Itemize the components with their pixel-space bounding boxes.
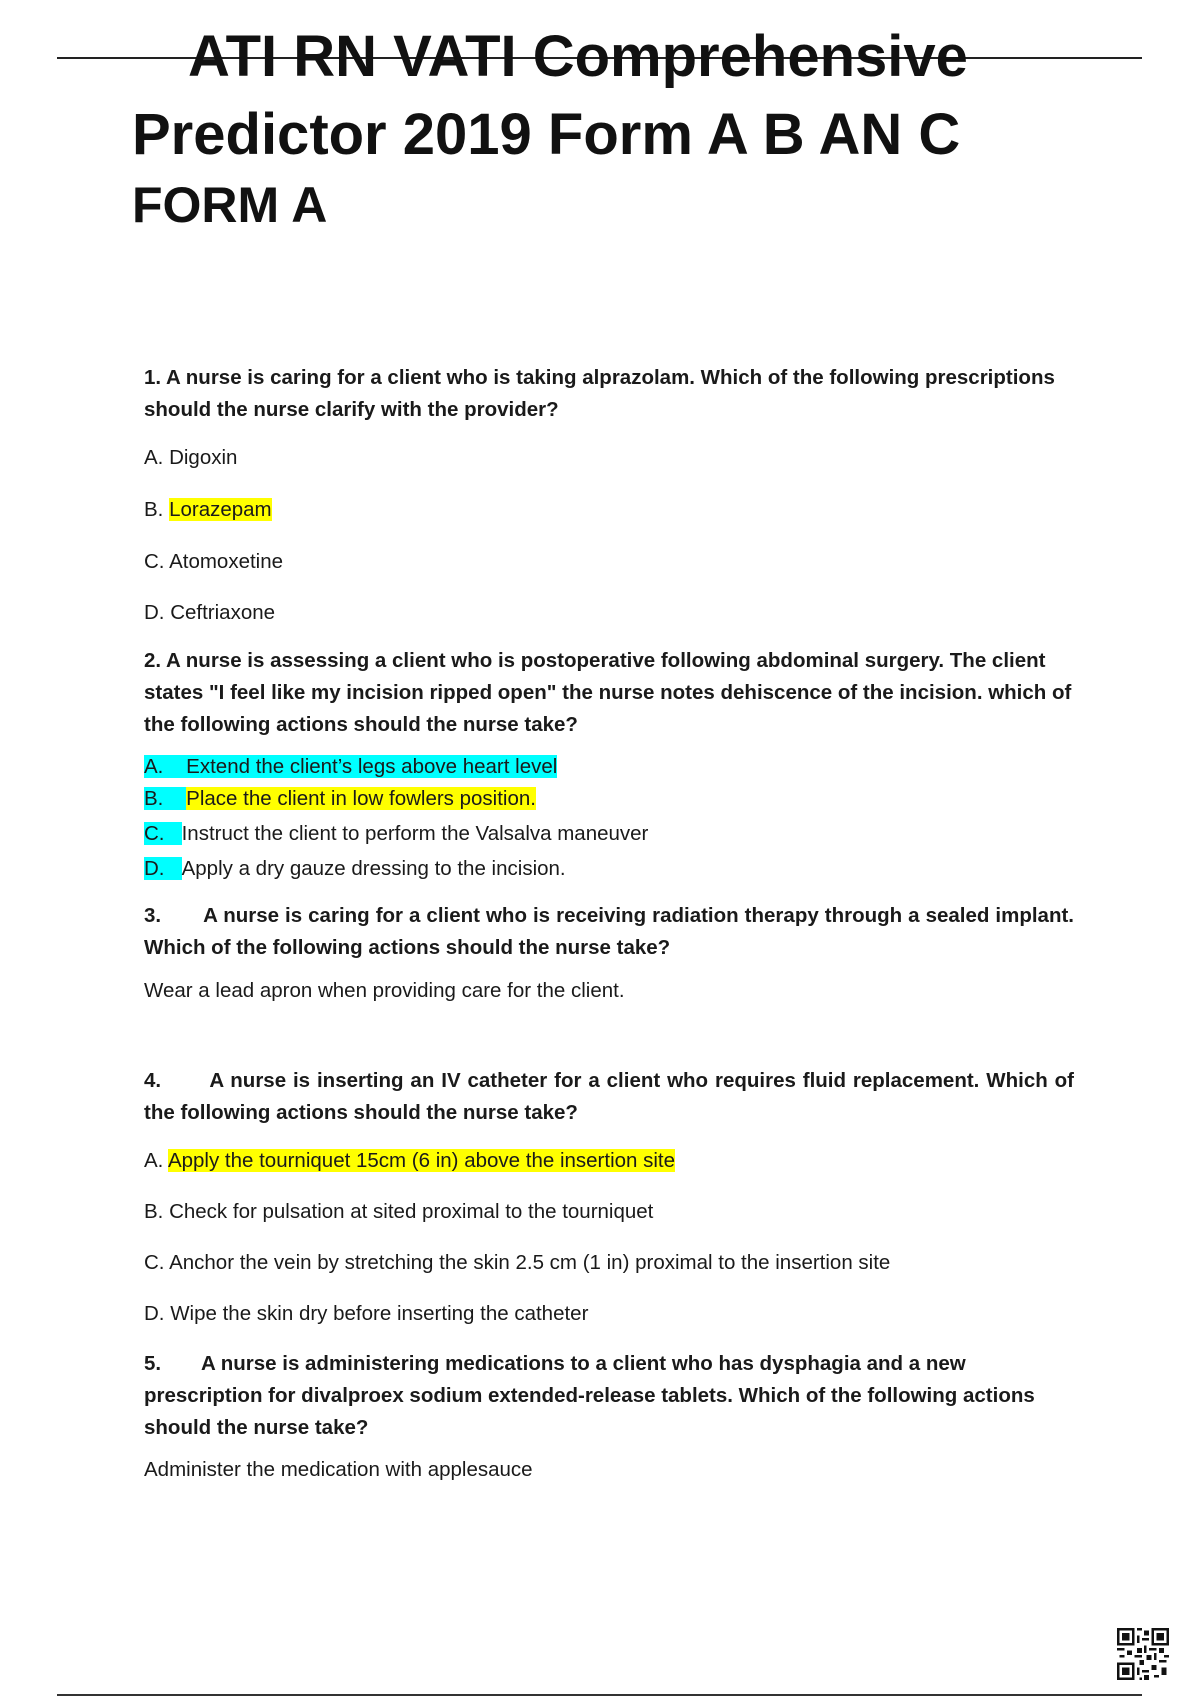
option-text: Apply a dry gauze dressing to the incision. xyxy=(181,857,566,880)
title-line-2: Predictor 2019 Form A B AN C xyxy=(132,102,961,167)
question-1-option-a xyxy=(144,444,1074,472)
option-prefix: A. xyxy=(144,446,170,469)
option-prefix: C. xyxy=(144,550,170,573)
question-5-stem xyxy=(144,1348,1074,1444)
option-prefix: D. xyxy=(144,601,171,624)
option-prefix: D. xyxy=(144,1302,171,1325)
question-3-stem xyxy=(144,900,1074,964)
question-number: 3. xyxy=(144,904,162,927)
title-line-1: ATI RN VATI Comprehensive xyxy=(188,24,968,89)
option-prefix: A. xyxy=(144,755,186,778)
question-1-option-c xyxy=(144,548,1074,576)
document-title xyxy=(132,18,1092,174)
question-1-option-b xyxy=(144,496,1074,524)
option-prefix: B. xyxy=(144,498,170,521)
question-text: A nurse is administering medications to a client who has dysphagia and a new prescription for divalproex sodium extended-release tablets. Which of the following actions should the nurse take? xyxy=(144,1352,1035,1439)
option-text: Wipe the skin dry before inserting the catheter xyxy=(170,1302,589,1325)
option-prefix: B. xyxy=(144,1200,170,1223)
option-text: Anchor the vein by stretching the skin 2.5 cm (1 in) proximal to the insertion site xyxy=(169,1251,891,1274)
question-5-answer: Administer the medication with applesauce xyxy=(144,1458,533,1481)
highlighted-answer: Lorazepam xyxy=(169,498,272,521)
form-subtitle: FORM A xyxy=(132,177,328,233)
question-4-option-a xyxy=(144,1147,1074,1175)
option-prefix: C. xyxy=(144,1251,170,1274)
option-text: Check for pulsation at sited proximal to the tourniquet xyxy=(169,1200,654,1223)
option-text: Ceftriaxone xyxy=(170,601,276,624)
question-number: 5. xyxy=(144,1352,162,1375)
question-1-stem: 1. A nurse is caring for a client who is taking alprazolam. Which of the following prescriptions should the nurse clarify with the provider? xyxy=(144,366,1055,421)
qr-code-icon xyxy=(1117,1628,1169,1680)
question-number: 4. xyxy=(144,1069,162,1092)
highlighted-answer: Place the client in low fowlers position. xyxy=(186,787,536,810)
question-2-option-d xyxy=(144,855,1074,883)
option-text: Instruct the client to perform the Valsalva maneuver xyxy=(181,822,649,845)
question-text: A nurse is inserting an IV catheter for a client who requires fluid replacement. Which of the following actions should the nurse take? xyxy=(144,1069,1074,1124)
question-2-option-c xyxy=(144,820,1074,848)
question-4-option-b xyxy=(144,1198,1074,1226)
option-prefix: A. xyxy=(144,1149,168,1172)
option-prefix: C. xyxy=(144,822,182,845)
option-prefix: B. xyxy=(144,787,186,810)
question-4-stem xyxy=(144,1065,1074,1129)
question-3-answer: Wear a lead apron when providing care for the client. xyxy=(144,979,625,1002)
option-prefix: D. xyxy=(144,857,182,880)
highlighted-answer: Apply the tourniquet 15cm (6 in) above the insertion site xyxy=(167,1149,676,1172)
footer-rule xyxy=(57,1694,1142,1696)
question-1-option-d xyxy=(144,599,1074,627)
question-list xyxy=(144,362,1074,1484)
option-text: Digoxin xyxy=(169,446,238,469)
question-4-option-d xyxy=(144,1300,1074,1328)
highlighted-answer: Extend the client’s legs above heart level xyxy=(186,755,558,778)
question-text: A nurse is caring for a client who is receiving radiation therapy through a sealed implant. Which of the following actions should the nurse take? xyxy=(144,904,1074,959)
question-4-option-c xyxy=(144,1249,1074,1277)
question-2-stem: 2. A nurse is assessing a client who is postoperative following abdominal surgery. The client states "I feel like my incision ripped open" the nurse notes dehiscence of the incision. which of the following actions should the nurse take? xyxy=(144,649,1072,736)
question-2-option-b xyxy=(144,785,1074,813)
question-2-option-a xyxy=(144,753,1074,781)
option-text: Atomoxetine xyxy=(169,550,284,573)
